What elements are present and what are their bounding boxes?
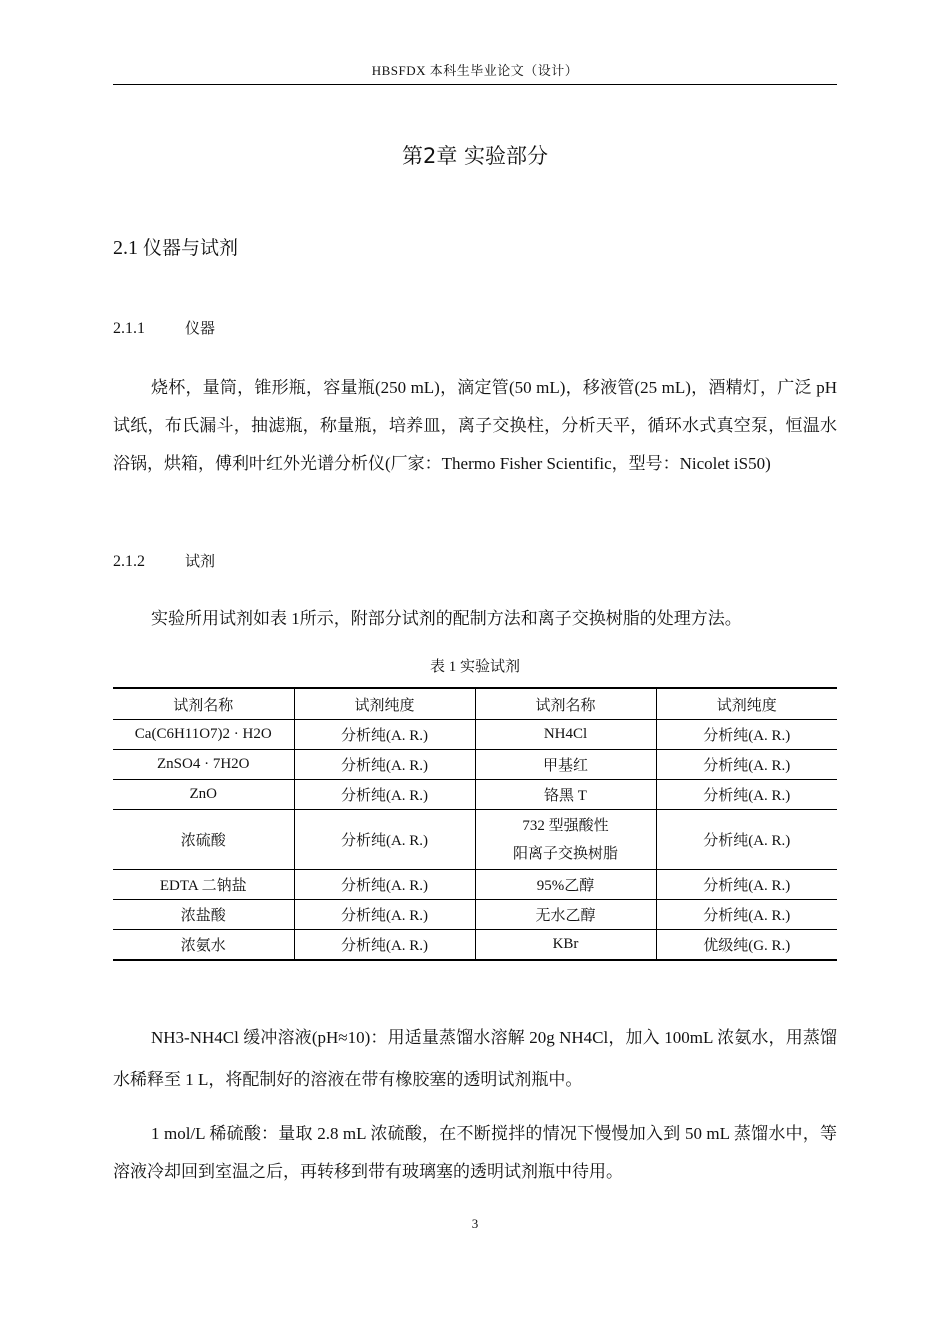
section-heading: [113, 233, 238, 260]
subsection-number: 2.1.2: [113, 553, 145, 570]
page-number: 3: [471, 1216, 479, 1231]
subsection-title: 试剂: [185, 552, 216, 570]
reagent-name: ZnO: [189, 786, 217, 802]
reagent-name: NH4Cl: [475, 720, 656, 750]
running-header: HBSFDX 本科生毕业论文（设计）: [371, 63, 579, 78]
subsection-heading-instruments: [113, 317, 215, 338]
reagent-name: Ca(C6H11O7)2 · H2O: [134, 726, 272, 742]
table-row: [113, 750, 837, 780]
reagent-grade: 分析纯(A. R.): [294, 900, 475, 930]
reagent-name: 无水乙醇: [475, 900, 656, 930]
reagent-name: ZnSO4 · 7H2O: [157, 756, 250, 772]
section-title: 仪器与试剂: [143, 237, 239, 259]
reagent-grade: 分析纯(A. R.): [294, 720, 475, 750]
table-caption: 表 1 实验试剂: [429, 659, 520, 675]
reagent-grade: 分析纯(A. R.): [656, 810, 837, 870]
header-rule: [113, 84, 837, 85]
reagent-name: 铬黑 T: [475, 780, 656, 810]
reagent-name: KBr: [475, 930, 656, 960]
reagent-grade: 分析纯(A. R.): [294, 750, 475, 780]
column-header: 试剂纯度: [294, 688, 475, 720]
table-row: [113, 930, 837, 960]
reagent-grade: 优级纯(G. R.): [656, 930, 837, 960]
reagent-name: 甲基红: [475, 750, 656, 780]
reagents-table: [113, 687, 837, 961]
table-row: [113, 900, 837, 930]
reagent-name: 95%乙醇: [475, 870, 656, 900]
buffer-solution-label: NH3-NH4Cl 缓冲溶液(pH≈10): [151, 1028, 371, 1047]
column-header: 试剂名称: [173, 697, 234, 714]
chapter-title: 第2章 实验部分: [401, 144, 549, 168]
reagent-name: 浓硫酸: [180, 833, 226, 849]
reagent-grade: 分析纯(A. R.): [656, 870, 837, 900]
buffer-solution-text: ：用适量蒸馏水溶解 20g NH4Cl，加入 100mL 浓氨水，用蒸馏水稀释至 1 L，将配制好的溶液在带有橡胶塞的透明试剂瓶中。: [113, 1028, 838, 1089]
reagent-name: 浓氨水: [180, 937, 226, 954]
reagent-grade: 分析纯(A. R.): [294, 870, 475, 900]
buffer-solution-paragraph: [113, 1017, 837, 1101]
reagent-name: [475, 810, 656, 870]
subsection-heading-reagents: [113, 550, 215, 571]
reagent-grade: 分析纯(A. R.): [294, 780, 475, 810]
table-row: [113, 810, 837, 870]
reagent-name: 浓盐酸: [180, 908, 226, 924]
reagent-grade: 分析纯(A. R.): [656, 900, 837, 930]
table-row: [113, 720, 837, 750]
table-row: [113, 870, 837, 900]
table-row: [113, 780, 837, 810]
table-header-row: [113, 688, 837, 720]
instruments-paragraph: 烧杯，量筒，锥形瓶，容量瓶(250 mL)，滴定管(50 mL)，移液管(25 mL)，酒精灯，广泛 pH 试纸，布氏漏斗，抽滤瓶，称量瓶，培养皿，离子交换柱，分析天平，循环水式真空泵，恒温水浴锅，烘箱，傅利叶红外光谱分析仪(厂家：Thermo Fisher Scientific，型号：Nicolet iS50): [113, 378, 837, 473]
subsection-number: 2.1.1: [113, 320, 145, 337]
sulfuric-acid-paragraph: 1 mol/L 稀硫酸：量取 2.8 mL 浓硫酸，在不断搅拌的情况下慢慢加入到 50 mL 蒸馏水中，等溶液冷却回到室温之后，再转移到带有玻璃塞的透明试剂瓶中待用。: [113, 1124, 837, 1181]
reagent-name: EDTA 二钠盐: [159, 878, 247, 894]
reagent-name-line: 732 型强酸性: [522, 817, 609, 834]
section-number: 2.1: [113, 237, 138, 259]
reagent-grade: 分析纯(A. R.): [656, 780, 837, 810]
reagent-name-line: 阳离子交换树脂: [512, 845, 618, 862]
column-header: 试剂纯度: [656, 688, 837, 720]
reagent-grade: 分析纯(A. R.): [294, 810, 475, 870]
reagent-grade: 分析纯(A. R.): [656, 750, 837, 780]
reagent-grade: 分析纯(A. R.): [656, 720, 837, 750]
subsection-title: 仪器: [185, 319, 216, 337]
reagent-grade: 分析纯(A. R.): [294, 930, 475, 960]
reagents-intro-paragraph: 实验所用试剂如表 1所示，附部分试剂的配制方法和离子交换树脂的处理方法。: [151, 609, 742, 628]
column-header: 试剂名称: [475, 688, 656, 720]
